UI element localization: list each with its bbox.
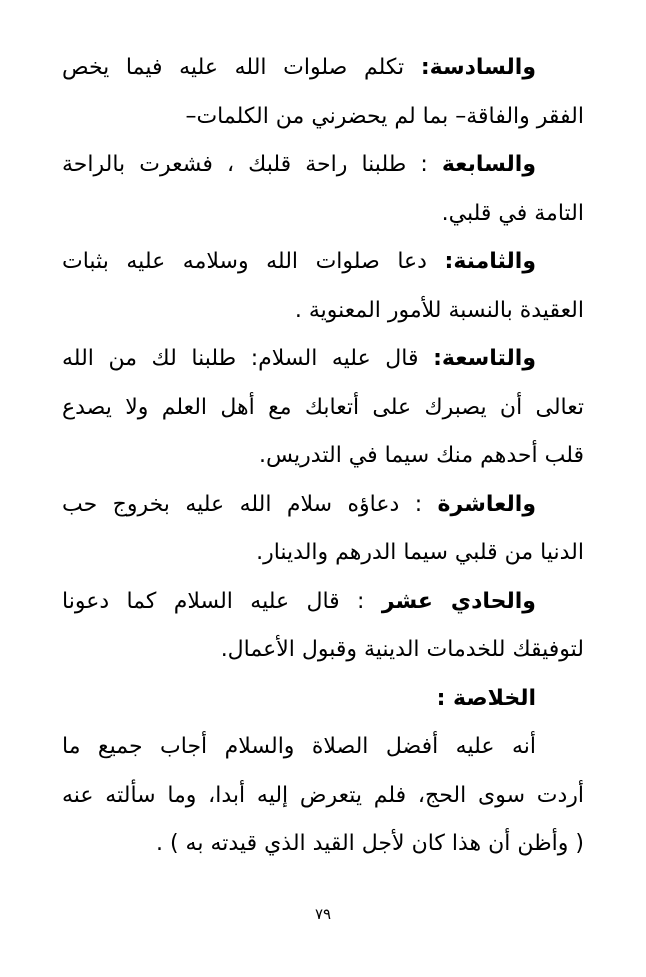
paragraph-4-line-2: تعالى أن يصبرك على أتعابك مع أهل العلم ولا يصدع: [62, 394, 584, 420]
summary-line-2: أردت سوى الحج، فلم يتعرض إليه أبدا، وما سألته عنه: [62, 782, 584, 808]
paragraph-3-lead: والثامنة:: [444, 249, 536, 274]
paragraph-1-text-1: تكلم صلوات الله عليه فيما يخص: [62, 55, 405, 80]
paragraph-4-line-1: [62, 335, 584, 384]
paragraph-6-text-1: : قال عليه السلام كما دعونا: [62, 588, 365, 614]
summary-line-3: ( وأظن أن هذا كان لأجل القيد الذي قيدته به ) .: [155, 831, 584, 856]
paragraph-2-line-2: التامة في قلبي.: [441, 200, 584, 226]
paragraph-5-line-2: الدنيا من قلبي سيما الدرهم والدينار.: [256, 540, 584, 565]
paragraph-6-lead: والحادي عشر: [381, 588, 536, 614]
paragraph-4-line-3: قلب أحدهم منك سيما في التدريس.: [259, 443, 584, 468]
paragraph-6-line-1: [62, 578, 584, 627]
paragraph-5-lead: والعاشرة: [437, 491, 536, 517]
paragraph-2-lead: والسابعة: [441, 152, 536, 177]
paragraph-3-line-2: العقيدة بالنسبة للأمور المعنوية .: [294, 297, 584, 323]
paragraph-2-line-1: [62, 141, 584, 190]
paragraph-3-text-1: دعا صلوات الله وسلامه عليه بثبات: [62, 249, 427, 274]
paragraph-4-text-1: قال عليه السلام: طلبنا لك من الله: [62, 346, 419, 371]
summary-line-1: أنه عليه أفضل الصلاة والسلام أجاب جميع ما: [62, 734, 536, 759]
page-number: ٧٩: [314, 905, 332, 923]
paragraph-1-line-1: [62, 44, 584, 93]
paragraph-1-line-2: الفقر والفاقة– بما لم يحضرني من الكلمات–: [185, 103, 584, 129]
summary-heading: الخلاصة :: [436, 685, 536, 711]
paragraph-5-line-1: [62, 481, 584, 530]
paragraph-2-text-1: : طلبنا راحة قلبك ، فشعرت بالراحة: [62, 152, 428, 177]
paragraph-6-line-2: لتوفيقك للخدمات الدينية وقبول الأعمال.: [220, 637, 584, 662]
page-body: [62, 44, 584, 869]
paragraph-1-lead: والسادسة:: [420, 55, 537, 80]
paragraph-4-lead: والتاسعة:: [433, 346, 536, 371]
paragraph-3-line-1: [62, 238, 584, 287]
paragraph-5-text-1: : دعاؤه سلام الله عليه بخروج حب: [62, 491, 423, 517]
